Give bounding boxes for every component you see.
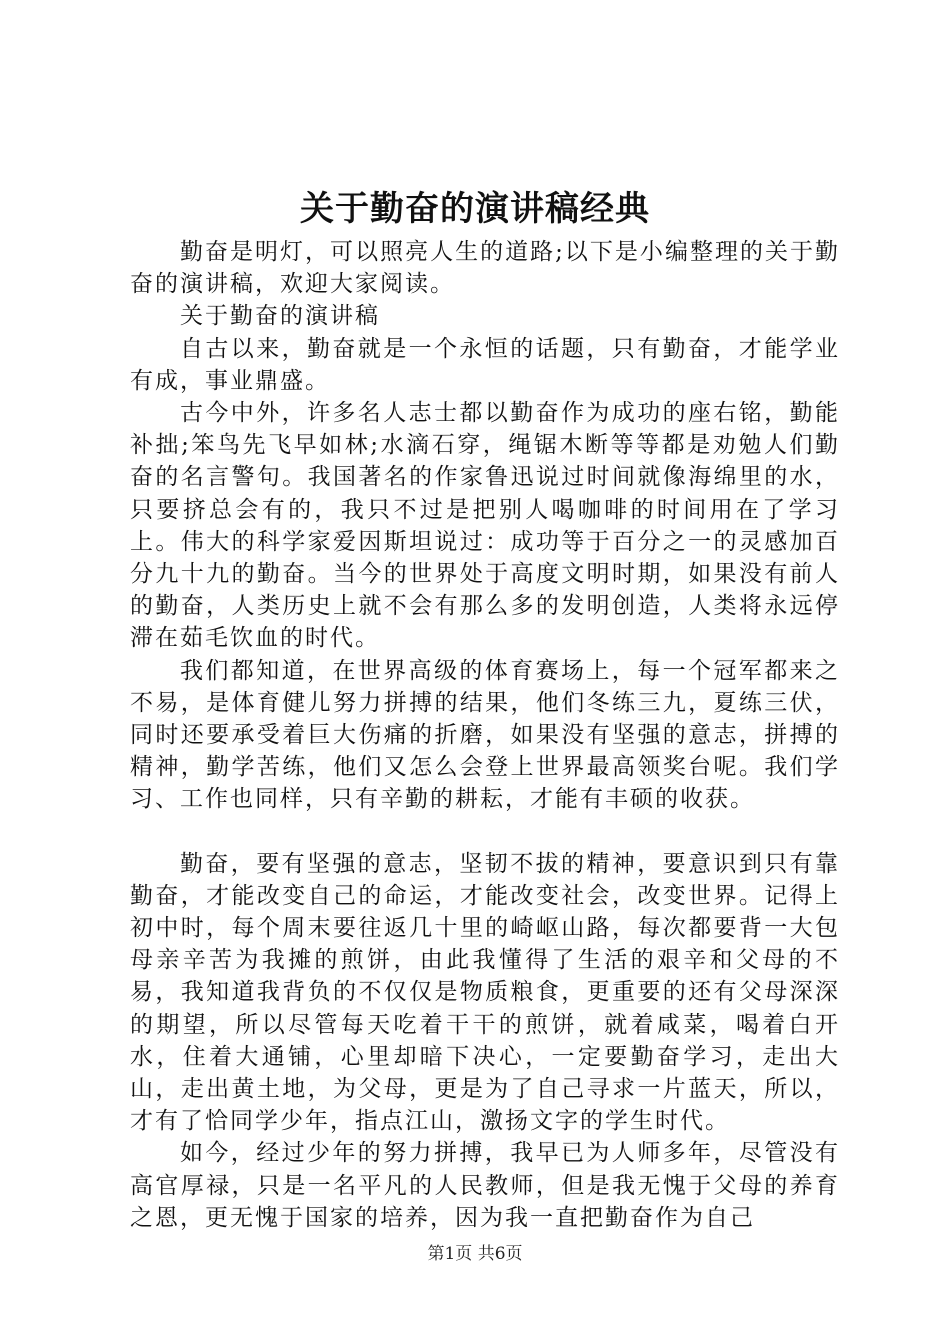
section-subheading: 关于勤奋的演讲稿 [180, 303, 380, 330]
body-paragraph-1: 自古以来，勤奋就是一个永恒的话题，只有勤奋，才能学业有成，事业鼎盛。 [130, 335, 840, 394]
body-paragraph-2: 古今中外，许多名人志士都以勤奋作为成功的座右铭，勤能补拙;笨鸟先飞早如林;水滴石穿，绳锯木断等等都是劝勉人们勤奋的名言警句。我国著名的作家鲁迅说过时间就像海绵里的水，只要挤总会有的，我只不过是把别人喝咖啡的时间用在了学习上。伟大的科学家爱因斯坦说过：成功等于百分之一的灵感加百分九十九的勤奋。当今的世界处于高度文明时期，如果没有前人的勤奋，人类历史上就不会有那么多的发明创造，人类将永远停滞在茹毛饮血的时代。 [130, 400, 840, 652]
body-paragraph-4: 勤奋，要有坚强的意志，坚韧不拔的精神，要意识到只有靠勤奋，才能改变自己的命运，才能改变社会，改变世界。记得上初中时，每个周末要往返几十里的崎岖山路，每次都要背一大包母亲辛苦为我摊的煎饼，由此我懂得了生活的艰辛和父母的不易，我知道我背负的不仅仅是物质粮食，更重要的还有父母深深的期望，所以尽管每天吃着干干的煎饼，就着咸菜，喝着白开水，住着大通铺，心里却暗下决心，一定要勤奋学习，走出大山，走出黄土地，为父母，更是为了自己寻求一片蓝天，所以，才有了恰同学少年，指点江山，激扬文字的学生时代。 [130, 850, 840, 1135]
document-title: 关于勤奋的演讲稿经典 [300, 189, 650, 229]
paragraph-spacer [130, 816, 840, 848]
document-body [130, 236, 840, 1234]
page-number-footer: 第1页 共6页 [427, 1244, 523, 1264]
intro-paragraph: 勤奋是明灯，可以照亮人生的道路;以下是小编整理的关于勤奋的演讲稿，欢迎大家阅读。 [130, 239, 840, 298]
body-paragraph-3: 我们都知道，在世界高级的体育赛场上，每一个冠军都来之不易，是体育健儿努力拼搏的结果，他们冬练三九，夏练三伏，同时还要承受着巨大伤痛的折磨，如果没有坚强的意志，拼搏的精神，勤学苦练，他们又怎么会登上世界最高领奖台呢。我们学习、工作也同样，只有辛勤的耕耘，才能有丰硕的收获。 [130, 657, 840, 813]
body-paragraph-5: 如今，经过少年的努力拼搏，我早已为人师多年，尽管没有高官厚禄，只是一名平凡的人民教师，但是我无愧于父母的养育之恩，更无愧于国家的培养，因为我一直把勤奋作为自己 [130, 1140, 840, 1231]
